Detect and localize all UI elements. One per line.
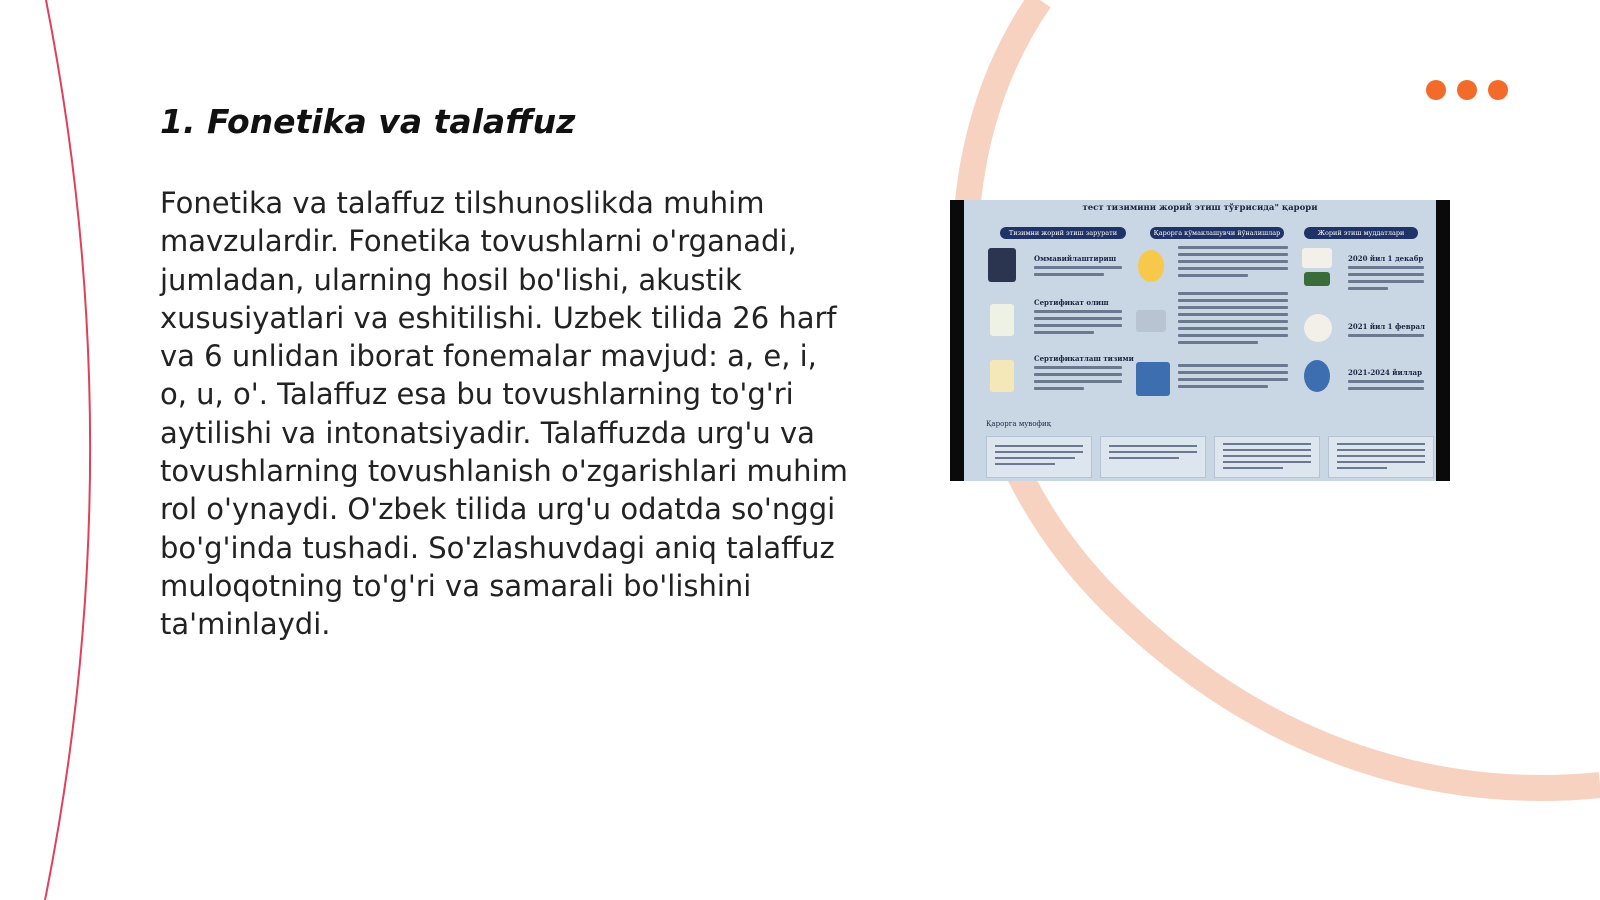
dot-1	[1426, 80, 1446, 100]
text-line	[1034, 380, 1122, 383]
graduate-icon	[988, 248, 1016, 282]
text-line	[1034, 324, 1122, 327]
text-line	[1178, 385, 1268, 388]
more-options-dots-icon	[1426, 80, 1508, 100]
text-line	[1178, 313, 1288, 316]
footer-card-1	[986, 436, 1092, 478]
text-line	[1034, 366, 1122, 369]
text-line	[1034, 373, 1122, 376]
certificate-icon	[990, 360, 1014, 392]
open-book-icon	[1302, 248, 1332, 268]
text-line	[1178, 299, 1288, 302]
text-line	[1178, 378, 1288, 381]
text-line	[1178, 267, 1288, 270]
building-icon	[1136, 362, 1170, 396]
footer-card-4	[1328, 436, 1434, 478]
text-line	[1348, 266, 1424, 269]
text-line	[1034, 317, 1122, 320]
text-line	[1034, 387, 1084, 390]
column-header-3: Жорий этиш муддатлари	[1304, 227, 1418, 239]
text-line	[1178, 341, 1258, 344]
right-item-2: 2021 йил 1 феврал	[1348, 322, 1425, 331]
text-line	[1178, 327, 1288, 330]
text-line	[1178, 320, 1288, 323]
column-header-2: Қарорга кўмаклашувчи йўналишлар	[1150, 227, 1284, 239]
footer-label: Қарорга мувофиқ	[986, 420, 1051, 428]
infographic-title: тест тизимини жорий этиш тўғрисида" қарори	[1082, 203, 1318, 213]
book-icon	[1136, 310, 1166, 332]
left-item-2: Сертификат олиш	[1034, 298, 1109, 307]
infographic-content	[964, 200, 1436, 481]
left-item-3: Сертификатлаш тизими	[1034, 354, 1134, 363]
text-line	[1034, 310, 1122, 313]
globe-icon	[1304, 360, 1330, 392]
text-line	[1178, 334, 1288, 337]
text-line	[1348, 273, 1424, 276]
text-line	[1178, 260, 1288, 263]
text-line	[1348, 287, 1388, 290]
blackboard-icon	[1304, 272, 1330, 286]
left-red-curve	[45, 0, 90, 900]
document-icon	[990, 304, 1014, 336]
text-line	[1178, 253, 1288, 256]
text-line	[1348, 280, 1424, 283]
text-line	[1034, 266, 1122, 269]
text-line	[1178, 364, 1288, 367]
text-line	[1348, 334, 1424, 337]
lightbulb-icon	[1138, 250, 1164, 282]
text-line	[1178, 274, 1248, 277]
infographic-image	[950, 200, 1450, 481]
text-line	[1178, 292, 1288, 295]
column-header-1: Тизимни жорий этиш зарурати	[1000, 227, 1126, 239]
right-item-3: 2021-2024 йиллар	[1348, 368, 1422, 377]
right-item-1: 2020 йил 1 декабр	[1348, 254, 1424, 263]
flask-icon	[1304, 314, 1332, 342]
text-line	[1034, 331, 1094, 334]
dot-2	[1457, 80, 1477, 100]
text-line	[1348, 380, 1424, 383]
text-line	[1178, 306, 1288, 309]
text-line	[1178, 371, 1288, 374]
left-item-1: Оммавийлаштириш	[1034, 254, 1117, 263]
slide-title: 1. Fonetika va talaffuz	[160, 102, 576, 141]
slide-body-text: Fonetika va talaffuz tilshunoslikda muhim mavzulardir. Fonetika tovushlarni o'rganadi, jumladan, ularning hosil bo'lishi, akustik xususiyatlari va eshitilishi. Uzbek tilida 26 harf va 6 unlidan iborat fonemalar mavjud: a, e, i, o, u, o'. Talaffuz esa bu tovushlarning to'g'ri aytilishi va intonatsiyadir. Talaffuzda urg'u va tovushlarning tovushlanish o'zgarishlari muhim rol o'ynaydi. O'zbek tilida urg'u odatda so'nggi bo'g'inda tushadi. So'zlashuvdagi aniq talaffuz muloqotning to'g'ri va samarali bo'lishini ta'minlaydi.	[160, 186, 848, 642]
dot-3	[1488, 80, 1508, 100]
text-line	[1034, 273, 1104, 276]
footer-card-3	[1214, 436, 1320, 478]
text-line	[1178, 246, 1288, 249]
footer-card-2	[1100, 436, 1206, 478]
text-line	[1348, 387, 1424, 390]
